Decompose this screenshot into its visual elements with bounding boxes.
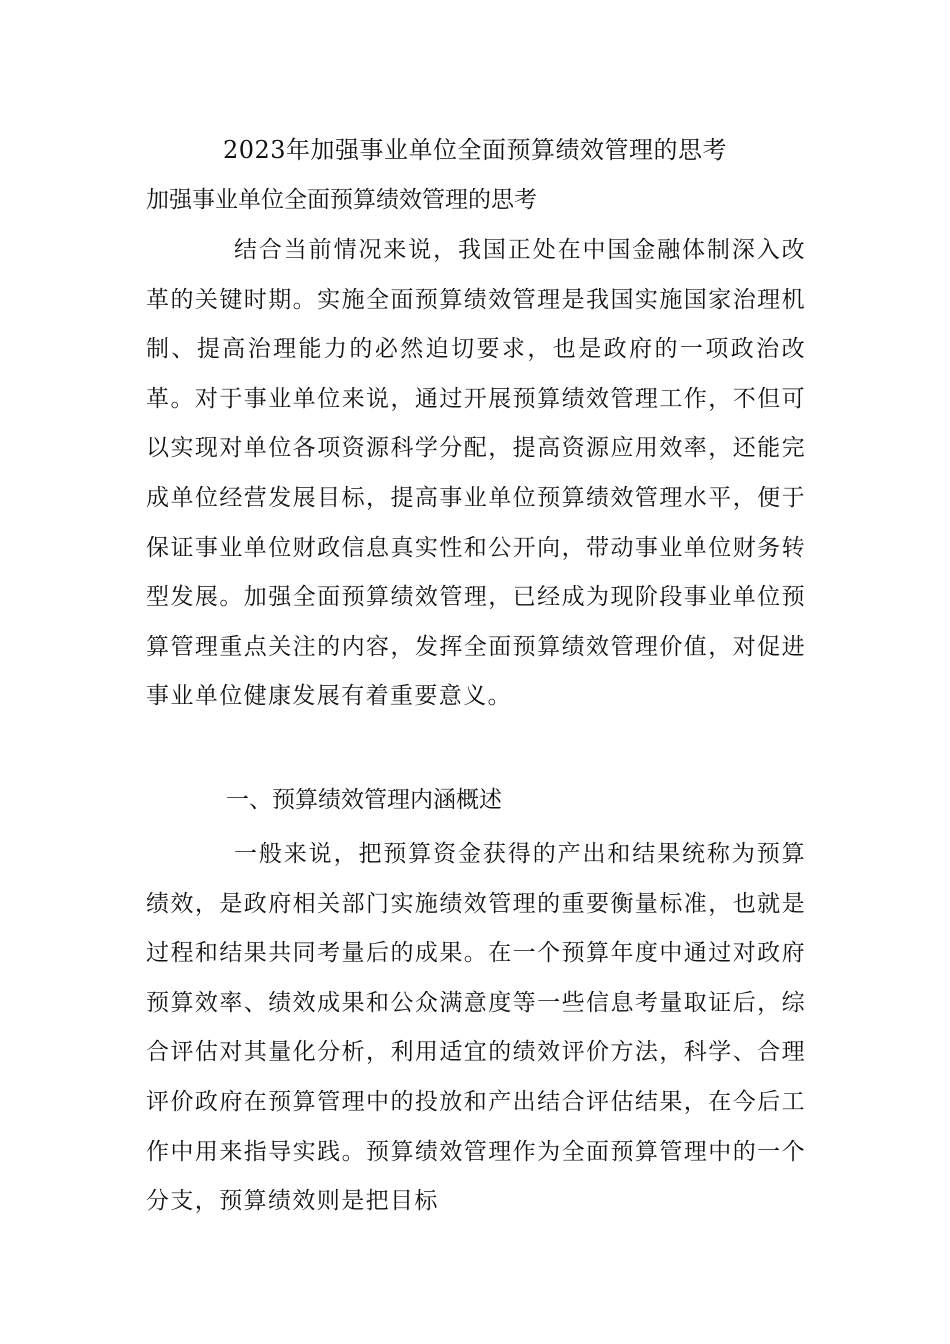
body-paragraph: 结合当前情况来说，我国正处在中国金融体制深入改革的关键时期。实施全面预算绩效管理是我国实施国家治理机制、提高治理能力的必然迫切要求，也是政府的一项政治改革。对于事业单位来说，通过开展预算绩效管理工作，不但可以实现对单位各项资源科学分配，提高资源应用效率，还能完成单位经营发展目标，提高事业单位预算绩效管理水平，便于保证事业单位财政信息真实性和公开向，带动事业单位财务转型发展。加强全面预算绩效管理，已经成为现阶段事业单位预算管理重点关注的内容，发挥全面预算绩效管理价值，对促进事业单位健康发展有着重要意义。 (146, 237, 806, 710)
document-title: 2023年加强事业单位全面预算绩效管理的思考 (222, 136, 728, 164)
body-paragraph: 一般来说，把预算资金获得的产出和结果统称为预算绩效，是政府相关部门实施绩效管理的重要衡量标准，也就是过程和结果共同考量后的成果。在一个预算年度中通过对政府预算效率、绩效成果和公众满意度等一些信息考量取证后，综合评估对其量化分析，利用适宜的绩效评价方法，科学、合理评价政府在预算管理中的投放和产出结合评估结果，在今后工作中用来指导实践。预算绩效管理作为全面预算管理中的一个分支，预算绩效则是把目标 (146, 841, 806, 1215)
document-subtitle: 加强事业单位全面预算绩效管理的思考 (146, 187, 537, 213)
section-heading: 一、预算绩效管理内涵概述 (226, 787, 502, 813)
